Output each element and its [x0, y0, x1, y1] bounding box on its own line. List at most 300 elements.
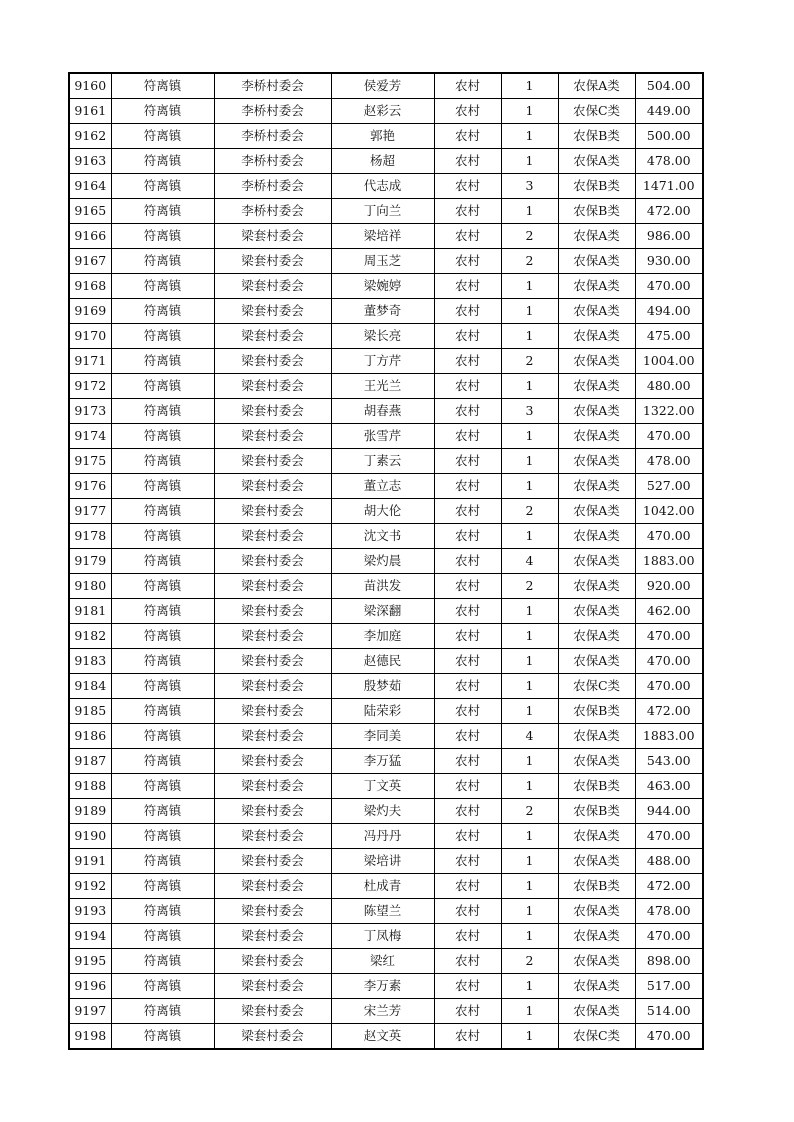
- household-count-cell: 1: [501, 624, 558, 649]
- row-number-cell: 9193: [69, 899, 111, 924]
- household-count-cell: 2: [501, 949, 558, 974]
- insurance-category-cell: 农保B类: [558, 874, 635, 899]
- town-cell: 符离镇: [111, 599, 214, 624]
- row-number-cell: 9173: [69, 399, 111, 424]
- household-count-cell: 2: [501, 224, 558, 249]
- village-committee-cell: 梁套村委会: [214, 924, 331, 949]
- household-count-cell: 1: [501, 524, 558, 549]
- amount-cell: 472.00: [635, 199, 703, 224]
- town-cell: 符离镇: [111, 474, 214, 499]
- household-count-cell: 1: [501, 199, 558, 224]
- residence-type-cell: 农村: [434, 724, 501, 749]
- person-name-cell: 丁向兰: [331, 199, 434, 224]
- table-row: [69, 299, 703, 324]
- household-count-cell: 2: [501, 499, 558, 524]
- village-committee-cell: 梁套村委会: [214, 274, 331, 299]
- insurance-category-cell: 农保A类: [558, 399, 635, 424]
- village-committee-cell: 梁套村委会: [214, 799, 331, 824]
- household-count-cell: 2: [501, 574, 558, 599]
- person-name-cell: 梁婉婷: [331, 274, 434, 299]
- residence-type-cell: 农村: [434, 424, 501, 449]
- residence-type-cell: 农村: [434, 974, 501, 999]
- residence-type-cell: 农村: [434, 574, 501, 599]
- row-number-cell: 9195: [69, 949, 111, 974]
- table-row: [69, 824, 703, 849]
- row-number-cell: 9188: [69, 774, 111, 799]
- amount-cell: 480.00: [635, 374, 703, 399]
- amount-cell: 920.00: [635, 574, 703, 599]
- row-number-cell: 9179: [69, 549, 111, 574]
- town-cell: 符离镇: [111, 1024, 214, 1050]
- household-count-cell: 1: [501, 899, 558, 924]
- table-row: [69, 924, 703, 949]
- table-row: [69, 974, 703, 999]
- insurance-category-cell: 农保A类: [558, 599, 635, 624]
- table-row: [69, 1024, 703, 1050]
- person-name-cell: 梁培祥: [331, 224, 434, 249]
- residence-type-cell: 农村: [434, 699, 501, 724]
- town-cell: 符离镇: [111, 324, 214, 349]
- village-committee-cell: 李桥村委会: [214, 199, 331, 224]
- household-count-cell: 1: [501, 749, 558, 774]
- person-name-cell: 周玉芝: [331, 249, 434, 274]
- table-row: [69, 349, 703, 374]
- household-count-cell: 1: [501, 149, 558, 174]
- residence-type-cell: 农村: [434, 124, 501, 149]
- village-committee-cell: 梁套村委会: [214, 399, 331, 424]
- household-count-cell: 2: [501, 249, 558, 274]
- table-row: [69, 399, 703, 424]
- person-name-cell: 李万猛: [331, 749, 434, 774]
- household-count-cell: 1: [501, 324, 558, 349]
- village-committee-cell: 梁套村委会: [214, 624, 331, 649]
- town-cell: 符离镇: [111, 424, 214, 449]
- household-count-cell: 1: [501, 124, 558, 149]
- town-cell: 符离镇: [111, 149, 214, 174]
- residence-type-cell: 农村: [434, 774, 501, 799]
- town-cell: 符离镇: [111, 799, 214, 824]
- amount-cell: 898.00: [635, 949, 703, 974]
- amount-cell: 470.00: [635, 924, 703, 949]
- village-committee-cell: 梁套村委会: [214, 899, 331, 924]
- insurance-category-cell: 农保A类: [558, 624, 635, 649]
- insurance-category-cell: 农保C类: [558, 674, 635, 699]
- village-committee-cell: 梁套村委会: [214, 474, 331, 499]
- table-row: [69, 724, 703, 749]
- amount-cell: 986.00: [635, 224, 703, 249]
- amount-cell: 470.00: [635, 524, 703, 549]
- person-name-cell: 王光兰: [331, 374, 434, 399]
- village-committee-cell: 梁套村委会: [214, 974, 331, 999]
- person-name-cell: 杨超: [331, 149, 434, 174]
- table-row: [69, 599, 703, 624]
- village-committee-cell: 梁套村委会: [214, 674, 331, 699]
- household-count-cell: 1: [501, 424, 558, 449]
- row-number-cell: 9189: [69, 799, 111, 824]
- residence-type-cell: 农村: [434, 474, 501, 499]
- table-row: [69, 99, 703, 124]
- insurance-category-cell: 农保A类: [558, 649, 635, 674]
- amount-cell: 1883.00: [635, 724, 703, 749]
- residence-type-cell: 农村: [434, 274, 501, 299]
- insurance-category-cell: 农保A类: [558, 849, 635, 874]
- row-number-cell: 9172: [69, 374, 111, 399]
- household-count-cell: 1: [501, 299, 558, 324]
- table-row: [69, 674, 703, 699]
- person-name-cell: 陈望兰: [331, 899, 434, 924]
- residence-type-cell: 农村: [434, 199, 501, 224]
- row-number-cell: 9198: [69, 1024, 111, 1050]
- row-number-cell: 9165: [69, 199, 111, 224]
- residence-type-cell: 农村: [434, 749, 501, 774]
- town-cell: 符离镇: [111, 974, 214, 999]
- household-count-cell: 1: [501, 1024, 558, 1050]
- amount-cell: 463.00: [635, 774, 703, 799]
- person-name-cell: 丁文英: [331, 774, 434, 799]
- row-number-cell: 9170: [69, 324, 111, 349]
- town-cell: 符离镇: [111, 874, 214, 899]
- row-number-cell: 9164: [69, 174, 111, 199]
- person-name-cell: 赵文英: [331, 1024, 434, 1050]
- village-committee-cell: 梁套村委会: [214, 599, 331, 624]
- row-number-cell: 9197: [69, 999, 111, 1024]
- household-count-cell: 4: [501, 724, 558, 749]
- table-row: [69, 73, 703, 99]
- residence-type-cell: 农村: [434, 899, 501, 924]
- household-count-cell: 2: [501, 799, 558, 824]
- amount-cell: 475.00: [635, 324, 703, 349]
- village-committee-cell: 梁套村委会: [214, 724, 331, 749]
- town-cell: 符离镇: [111, 349, 214, 374]
- person-name-cell: 梁长亮: [331, 324, 434, 349]
- town-cell: 符离镇: [111, 124, 214, 149]
- town-cell: 符离镇: [111, 399, 214, 424]
- amount-cell: 494.00: [635, 299, 703, 324]
- town-cell: 符离镇: [111, 274, 214, 299]
- person-name-cell: 梁红: [331, 949, 434, 974]
- table-row: [69, 649, 703, 674]
- village-committee-cell: 梁套村委会: [214, 349, 331, 374]
- household-count-cell: 1: [501, 474, 558, 499]
- amount-cell: 514.00: [635, 999, 703, 1024]
- row-number-cell: 9176: [69, 474, 111, 499]
- town-cell: 符离镇: [111, 849, 214, 874]
- amount-cell: 500.00: [635, 124, 703, 149]
- residence-type-cell: 农村: [434, 174, 501, 199]
- person-name-cell: 梁深翻: [331, 599, 434, 624]
- insurance-category-cell: 农保C类: [558, 1024, 635, 1050]
- insurance-category-cell: 农保A类: [558, 749, 635, 774]
- row-number-cell: 9174: [69, 424, 111, 449]
- village-committee-cell: 梁套村委会: [214, 824, 331, 849]
- town-cell: 符离镇: [111, 824, 214, 849]
- amount-cell: 449.00: [635, 99, 703, 124]
- household-count-cell: 1: [501, 99, 558, 124]
- insurance-category-cell: 农保A类: [558, 349, 635, 374]
- row-number-cell: 9190: [69, 824, 111, 849]
- row-number-cell: 9196: [69, 974, 111, 999]
- person-name-cell: 丁素云: [331, 449, 434, 474]
- residence-type-cell: 农村: [434, 799, 501, 824]
- table-row: [69, 574, 703, 599]
- amount-cell: 504.00: [635, 73, 703, 99]
- town-cell: 符离镇: [111, 724, 214, 749]
- table-row: [69, 874, 703, 899]
- residence-type-cell: 农村: [434, 649, 501, 674]
- amount-cell: 470.00: [635, 824, 703, 849]
- person-name-cell: 梁培讲: [331, 849, 434, 874]
- village-committee-cell: 梁套村委会: [214, 874, 331, 899]
- residence-type-cell: 农村: [434, 824, 501, 849]
- row-number-cell: 9175: [69, 449, 111, 474]
- person-name-cell: 赵彩云: [331, 99, 434, 124]
- village-committee-cell: 李桥村委会: [214, 174, 331, 199]
- village-committee-cell: 梁套村委会: [214, 949, 331, 974]
- insurance-category-cell: 农保A类: [558, 474, 635, 499]
- insurance-category-cell: 农保A类: [558, 499, 635, 524]
- village-committee-cell: 梁套村委会: [214, 749, 331, 774]
- amount-cell: 478.00: [635, 449, 703, 474]
- person-name-cell: 董梦奇: [331, 299, 434, 324]
- amount-cell: 1471.00: [635, 174, 703, 199]
- person-name-cell: 侯爱芳: [331, 73, 434, 99]
- residence-type-cell: 农村: [434, 674, 501, 699]
- amount-cell: 472.00: [635, 699, 703, 724]
- insurance-category-cell: 农保A类: [558, 924, 635, 949]
- row-number-cell: 9187: [69, 749, 111, 774]
- residence-type-cell: 农村: [434, 624, 501, 649]
- residence-type-cell: 农村: [434, 874, 501, 899]
- person-name-cell: 张雪芹: [331, 424, 434, 449]
- insurance-category-cell: 农保A类: [558, 299, 635, 324]
- household-count-cell: 3: [501, 399, 558, 424]
- table-row: [69, 449, 703, 474]
- table-row: [69, 224, 703, 249]
- amount-cell: 470.00: [635, 424, 703, 449]
- household-count-cell: 1: [501, 374, 558, 399]
- town-cell: 符离镇: [111, 449, 214, 474]
- table-row: [69, 424, 703, 449]
- town-cell: 符离镇: [111, 649, 214, 674]
- household-count-cell: 1: [501, 599, 558, 624]
- records-table-body: [69, 73, 703, 1049]
- table-row: [69, 149, 703, 174]
- amount-cell: 1042.00: [635, 499, 703, 524]
- row-number-cell: 9184: [69, 674, 111, 699]
- amount-cell: 527.00: [635, 474, 703, 499]
- person-name-cell: 丁凤梅: [331, 924, 434, 949]
- insurance-category-cell: 农保A类: [558, 324, 635, 349]
- village-committee-cell: 梁套村委会: [214, 649, 331, 674]
- residence-type-cell: 农村: [434, 399, 501, 424]
- town-cell: 符离镇: [111, 574, 214, 599]
- table-row: [69, 699, 703, 724]
- amount-cell: 470.00: [635, 1024, 703, 1050]
- town-cell: 符离镇: [111, 299, 214, 324]
- insurance-category-cell: 农保A类: [558, 999, 635, 1024]
- amount-cell: 543.00: [635, 749, 703, 774]
- person-name-cell: 代志成: [331, 174, 434, 199]
- town-cell: 符离镇: [111, 674, 214, 699]
- village-committee-cell: 梁套村委会: [214, 224, 331, 249]
- person-name-cell: 苗洪发: [331, 574, 434, 599]
- insurance-category-cell: 农保B类: [558, 774, 635, 799]
- insurance-category-cell: 农保A类: [558, 524, 635, 549]
- table-row: [69, 749, 703, 774]
- household-count-cell: 1: [501, 674, 558, 699]
- insurance-category-cell: 农保A类: [558, 249, 635, 274]
- residence-type-cell: 农村: [434, 599, 501, 624]
- town-cell: 符离镇: [111, 499, 214, 524]
- insurance-category-cell: 农保B类: [558, 799, 635, 824]
- amount-cell: 478.00: [635, 899, 703, 924]
- person-name-cell: 宋兰芳: [331, 999, 434, 1024]
- person-name-cell: 冯丹丹: [331, 824, 434, 849]
- table-row: [69, 774, 703, 799]
- amount-cell: 470.00: [635, 624, 703, 649]
- town-cell: 符离镇: [111, 374, 214, 399]
- town-cell: 符离镇: [111, 899, 214, 924]
- household-count-cell: 1: [501, 924, 558, 949]
- table-row: [69, 524, 703, 549]
- row-number-cell: 9183: [69, 649, 111, 674]
- residence-type-cell: 农村: [434, 299, 501, 324]
- household-count-cell: 1: [501, 874, 558, 899]
- residence-type-cell: 农村: [434, 249, 501, 274]
- village-committee-cell: 梁套村委会: [214, 499, 331, 524]
- town-cell: 符离镇: [111, 224, 214, 249]
- village-committee-cell: 梁套村委会: [214, 1024, 331, 1050]
- person-name-cell: 梁灼夫: [331, 799, 434, 824]
- residence-type-cell: 农村: [434, 149, 501, 174]
- row-number-cell: 9181: [69, 599, 111, 624]
- row-number-cell: 9186: [69, 724, 111, 749]
- insurance-category-cell: 农保A类: [558, 449, 635, 474]
- residence-type-cell: 农村: [434, 524, 501, 549]
- insurance-category-cell: 农保A类: [558, 949, 635, 974]
- residence-type-cell: 农村: [434, 924, 501, 949]
- insurance-category-cell: 农保A类: [558, 274, 635, 299]
- village-committee-cell: 梁套村委会: [214, 849, 331, 874]
- town-cell: 符离镇: [111, 949, 214, 974]
- town-cell: 符离镇: [111, 749, 214, 774]
- row-number-cell: 9182: [69, 624, 111, 649]
- row-number-cell: 9166: [69, 224, 111, 249]
- table-row: [69, 624, 703, 649]
- residence-type-cell: 农村: [434, 1024, 501, 1050]
- insurance-category-cell: 农保A类: [558, 824, 635, 849]
- insurance-category-cell: 农保A类: [558, 224, 635, 249]
- row-number-cell: 9167: [69, 249, 111, 274]
- row-number-cell: 9185: [69, 699, 111, 724]
- table-row: [69, 124, 703, 149]
- household-count-cell: 1: [501, 73, 558, 99]
- residence-type-cell: 农村: [434, 374, 501, 399]
- household-count-cell: 1: [501, 849, 558, 874]
- household-count-cell: 1: [501, 774, 558, 799]
- household-count-cell: 1: [501, 699, 558, 724]
- row-number-cell: 9163: [69, 149, 111, 174]
- table-row: [69, 499, 703, 524]
- residence-type-cell: 农村: [434, 949, 501, 974]
- village-committee-cell: 梁套村委会: [214, 549, 331, 574]
- village-committee-cell: 梁套村委会: [214, 999, 331, 1024]
- insurance-category-cell: 农保A类: [558, 899, 635, 924]
- person-name-cell: 杜成青: [331, 874, 434, 899]
- village-committee-cell: 梁套村委会: [214, 524, 331, 549]
- person-name-cell: 赵德民: [331, 649, 434, 674]
- table-row: [69, 374, 703, 399]
- person-name-cell: 沈文书: [331, 524, 434, 549]
- town-cell: 符离镇: [111, 924, 214, 949]
- town-cell: 符离镇: [111, 174, 214, 199]
- residence-type-cell: 农村: [434, 549, 501, 574]
- table-row: [69, 199, 703, 224]
- insurance-category-cell: 农保C类: [558, 99, 635, 124]
- insurance-category-cell: 农保A类: [558, 424, 635, 449]
- records-table: [68, 72, 704, 1050]
- town-cell: 符离镇: [111, 524, 214, 549]
- residence-type-cell: 农村: [434, 449, 501, 474]
- table-row: [69, 274, 703, 299]
- person-name-cell: 陆荣彩: [331, 699, 434, 724]
- row-number-cell: 9191: [69, 849, 111, 874]
- table-row: [69, 249, 703, 274]
- residence-type-cell: 农村: [434, 999, 501, 1024]
- person-name-cell: 梁灼晨: [331, 549, 434, 574]
- row-number-cell: 9171: [69, 349, 111, 374]
- residence-type-cell: 农村: [434, 349, 501, 374]
- insurance-category-cell: 农保A类: [558, 974, 635, 999]
- town-cell: 符离镇: [111, 249, 214, 274]
- insurance-category-cell: 农保A类: [558, 574, 635, 599]
- insurance-category-cell: 农保B类: [558, 124, 635, 149]
- row-number-cell: 9162: [69, 124, 111, 149]
- table-row: [69, 324, 703, 349]
- amount-cell: 472.00: [635, 874, 703, 899]
- village-committee-cell: 李桥村委会: [214, 124, 331, 149]
- insurance-category-cell: 农保A类: [558, 724, 635, 749]
- row-number-cell: 9180: [69, 574, 111, 599]
- amount-cell: 944.00: [635, 799, 703, 824]
- row-number-cell: 9169: [69, 299, 111, 324]
- row-number-cell: 9178: [69, 524, 111, 549]
- village-committee-cell: 李桥村委会: [214, 73, 331, 99]
- amount-cell: 930.00: [635, 249, 703, 274]
- residence-type-cell: 农村: [434, 224, 501, 249]
- residence-type-cell: 农村: [434, 499, 501, 524]
- town-cell: 符离镇: [111, 99, 214, 124]
- town-cell: 符离镇: [111, 549, 214, 574]
- table-row: [69, 549, 703, 574]
- amount-cell: 1004.00: [635, 349, 703, 374]
- household-count-cell: 1: [501, 974, 558, 999]
- amount-cell: 488.00: [635, 849, 703, 874]
- person-name-cell: 郭艳: [331, 124, 434, 149]
- town-cell: 符离镇: [111, 199, 214, 224]
- village-committee-cell: 李桥村委会: [214, 149, 331, 174]
- table-row: [69, 799, 703, 824]
- insurance-category-cell: 农保A类: [558, 73, 635, 99]
- table-row: [69, 899, 703, 924]
- table-row: [69, 474, 703, 499]
- household-count-cell: 3: [501, 174, 558, 199]
- table-row: [69, 999, 703, 1024]
- row-number-cell: 9168: [69, 274, 111, 299]
- row-number-cell: 9177: [69, 499, 111, 524]
- person-name-cell: 董立志: [331, 474, 434, 499]
- village-committee-cell: 梁套村委会: [214, 449, 331, 474]
